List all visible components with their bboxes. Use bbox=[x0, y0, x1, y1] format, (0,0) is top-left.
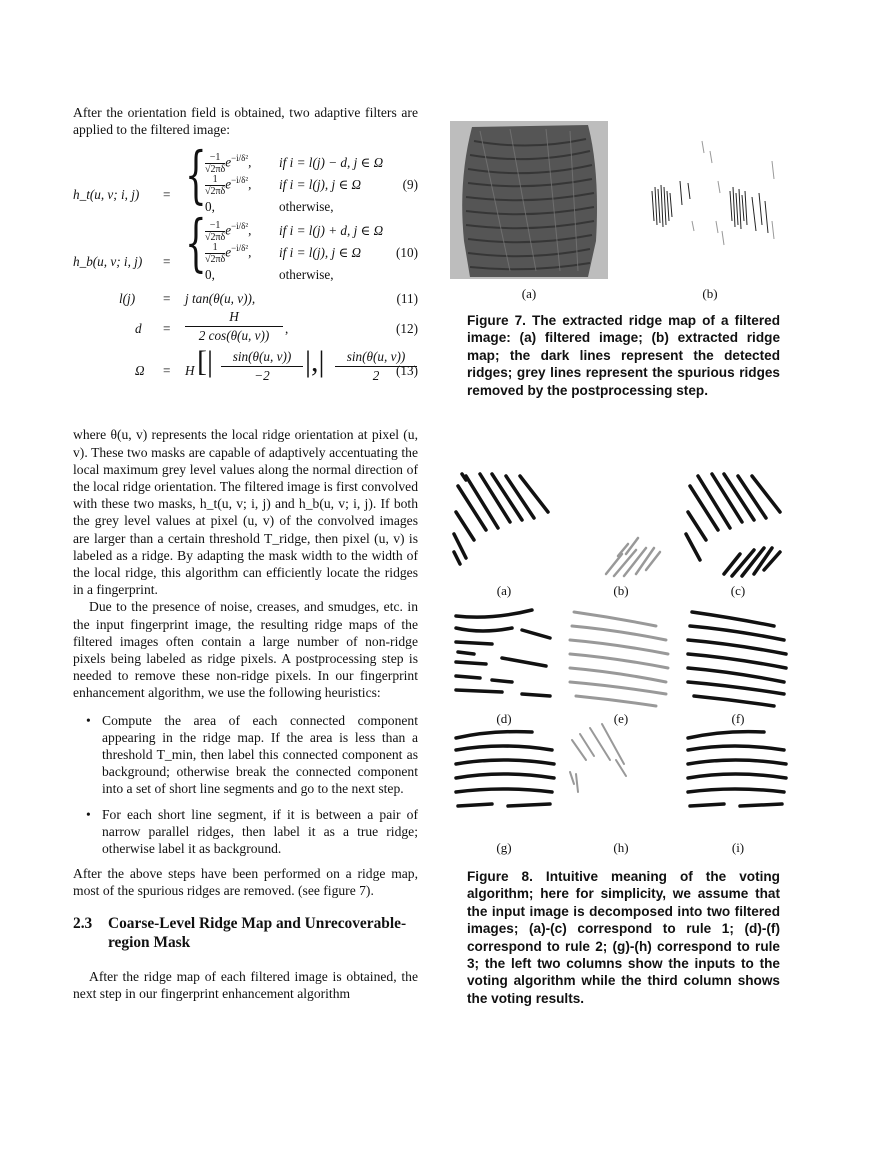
eq13-fraction-1 bbox=[221, 348, 303, 383]
eq13-bracket-open: [| bbox=[197, 345, 213, 379]
list-item: • Compute the area of each connected component appearing in the ridge map. If the area is less than a threshold T_min, then label this connected component as background; otherwise break the connected component into a set of short line segments and go to the next step. bbox=[73, 712, 418, 798]
ridge-pattern-image bbox=[452, 600, 562, 710]
eq9-zero: 0, bbox=[205, 199, 215, 215]
figure8-label-h: (h) bbox=[613, 840, 629, 855]
eq12-comma: , bbox=[285, 321, 289, 337]
eq13-H: H bbox=[185, 363, 195, 379]
paragraph-intro: After the orientation field is obtained, two adaptive filters are applied to the filtered image: bbox=[73, 105, 418, 138]
figure7-filtered-image bbox=[450, 121, 608, 279]
figure7-label-b: (b) bbox=[702, 286, 718, 301]
section-heading bbox=[73, 914, 418, 952]
eq-sign: = bbox=[163, 321, 171, 337]
section-number: 2.3 bbox=[73, 914, 93, 932]
eq12-denominator: 2 cos(θ(u, v)) bbox=[198, 327, 270, 343]
eq9-case2-coef: $\frac{1}{√2\pi\delta}$ $e^{-i/\delta^2}$, bbox=[205, 174, 252, 198]
eq-hb-lhs: h_b(u, v; i, j) bbox=[73, 254, 143, 270]
figure8-tile-b bbox=[566, 472, 676, 582]
eq12-numerator: H bbox=[185, 308, 283, 326]
left-column bbox=[73, 104, 418, 1002]
eq10-case1-coef: $\frac{-1}{√2\pi\delta}$ $e^{-i/\delta^2}$, bbox=[205, 220, 252, 244]
figure8-tile-h bbox=[566, 720, 676, 830]
ridge-pattern-image bbox=[566, 720, 676, 830]
eq13-den2: 2 bbox=[372, 367, 380, 383]
figure8-label-a: (a) bbox=[496, 583, 512, 598]
eq-sign: = bbox=[163, 254, 171, 270]
figure8-tile-g bbox=[452, 720, 562, 830]
ridge-pattern-image bbox=[684, 472, 794, 582]
figure8-tile-a bbox=[452, 472, 562, 582]
eq11-lhs: l(j) bbox=[119, 291, 136, 307]
eq10-case2-coef: $\frac{1}{√2\pi\delta}$ $e^{-i/\delta^2}$, bbox=[205, 242, 252, 266]
eq9-case2-cond: if i = l(j), j ∈ Ω bbox=[279, 177, 362, 193]
figure8-tile-i bbox=[684, 720, 794, 830]
ridge-pattern-image bbox=[684, 720, 794, 830]
figure8-tile-d bbox=[452, 600, 562, 710]
figure8-tile-e bbox=[566, 600, 676, 710]
eq13-num1: sin(θ(u, v)) bbox=[221, 348, 303, 366]
paragraph-after-steps: After the above steps have been performed on a ridge map, most of the spurious ridges are removed. (see figure 7). bbox=[73, 866, 418, 899]
eq13-den1: −2 bbox=[254, 367, 270, 383]
eq10-case2-cond: if i = l(j), j ∈ Ω bbox=[279, 245, 362, 261]
figure8-label-i: (i) bbox=[731, 840, 745, 855]
ridge-pattern-image bbox=[566, 472, 676, 582]
eq9-case1-cond: if i = l(j) − d, j ∈ Ω bbox=[279, 155, 384, 171]
figure8-label-d: (d) bbox=[496, 711, 512, 726]
eq12-lhs: d bbox=[135, 321, 142, 337]
section-title-line1: Coarse-Level Ridge Map and Unrecoverable- bbox=[108, 914, 407, 932]
eq10-number: (10) bbox=[396, 245, 418, 261]
eq-sign: = bbox=[163, 363, 171, 379]
paragraph-noise: Due to the presence of noise, creases, and smudges, etc. in the input fingerprint image, the resulting ridge maps of the filtered images often contain a large number of non-ridge pixels being labeled as ridge pixels. A postprocessing step is needed to remove these non-ridge pixels. In our fingerprint enhancement algorithm, we use the following heuristics: bbox=[73, 599, 418, 701]
ridge-pattern-image bbox=[566, 600, 676, 710]
eq-sign: = bbox=[163, 291, 171, 307]
paragraph-next-step: After the ridge map of each filtered image is obtained, the next step in our fingerprint enhancement algorithm bbox=[73, 968, 418, 1001]
ridge-pattern-image bbox=[684, 600, 794, 710]
brace-symbol: { bbox=[185, 138, 207, 212]
eq9-number: (9) bbox=[402, 177, 418, 193]
eq12-number: (12) bbox=[396, 321, 418, 337]
eq-sign: = bbox=[163, 187, 171, 203]
section-title-line2: region Mask bbox=[108, 933, 191, 951]
figure8-tile-c bbox=[684, 472, 794, 582]
figure8-caption: Figure 8. Intuitive meaning of the voting algorithm; here for simplicity, we assume that the input image is decomposed into two filtered images; (a)-(c) correspond to rule 1; (d)-(f) correspond to rule 2; (g)-(h) correspond to rule 3; the left two columns show the inputs to the voting algorithm while the third column shows the voting results. bbox=[467, 869, 780, 1006]
eq13-num2: sin(θ(u, v)) bbox=[335, 348, 417, 366]
eq13-lhs: Ω bbox=[135, 363, 145, 379]
figure7-caption: Figure 7. The extracted ridge map of a filtered image: (a) filtered image; (b) extracted ridge map; the dark lines represent the detected ridges; grey lines represent the spurious ridges removed by the postprocessing step. bbox=[467, 313, 780, 398]
list-item: • For each short line segment, if it is between a pair of narrow parallel ridges, then label it as a true ridge; otherwise label it as background. bbox=[73, 806, 418, 858]
eq10-case1-cond: if i = l(j) + d, j ∈ Ω bbox=[279, 223, 384, 239]
equation-block bbox=[73, 138, 418, 418]
eq9-case1-coef: $\frac{-1}{√2\pi\delta}$ $e^{-i/\delta^2}$, bbox=[205, 152, 252, 176]
eq11-rhs: j tan(θ(u, v)), bbox=[185, 291, 256, 307]
eq12-fraction bbox=[185, 308, 283, 343]
figure8-label-g: (g) bbox=[496, 840, 512, 855]
eq11-number: (11) bbox=[396, 291, 418, 307]
eq-ht-lhs: h_t(u, v; i, j) bbox=[73, 187, 140, 203]
figure8-label-e: (e) bbox=[613, 711, 629, 726]
ridge-pattern-image bbox=[452, 472, 562, 582]
eq13-separator: |,| bbox=[305, 345, 325, 379]
ridge-pattern-image bbox=[452, 720, 562, 830]
fingerprint-filtered-image bbox=[450, 121, 608, 279]
eq9-otherwise: otherwise, bbox=[279, 199, 334, 215]
ridge-map-image bbox=[632, 121, 782, 279]
figure7-label-a: (a) bbox=[521, 286, 537, 301]
brace-symbol: { bbox=[185, 206, 207, 280]
heuristics-list bbox=[73, 712, 418, 858]
eq10-otherwise: otherwise, bbox=[279, 267, 334, 283]
figure7-ridge-map bbox=[632, 121, 782, 279]
paragraph-masks: where θ(u, v) represents the local ridge orientation at pixel (u, v). These two masks are capable of adaptively accentuating the local maximum grey level values along the normal direction of the local ridge orientation. The filtered image is first convolved with these two masks, h_t(u, v; i, j) and h_b(u, v; i, j). If both the grey level values at pixel (u, v) of the convolved images are larger than a certain threshold T_ridge, then pixel (u, v) is labeled as a ridge. By adapting the mask width to the width of the local ridge, this algorithm can efficiently locate the ridges in a fingerprint. bbox=[73, 427, 418, 598]
eq10-zero: 0, bbox=[205, 267, 215, 283]
figure8-tile-f bbox=[684, 600, 794, 710]
eq13-number: (13) bbox=[396, 363, 418, 379]
figure8-label-f: (f) bbox=[731, 711, 745, 726]
figure8-label-c: (c) bbox=[730, 583, 746, 598]
figure8-label-b: (b) bbox=[613, 583, 629, 598]
